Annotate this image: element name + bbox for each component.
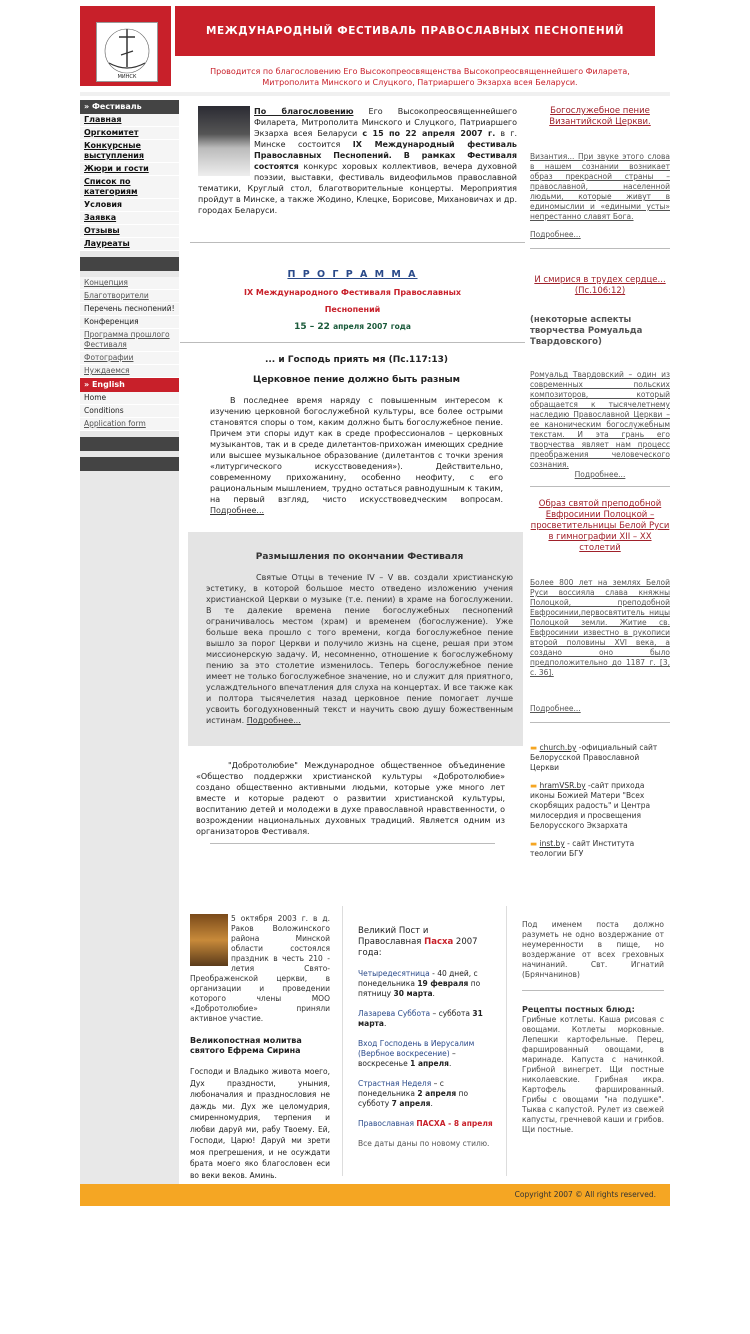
sidebar-item-competition[interactable]: Конкурсные выступления	[80, 140, 179, 163]
sidebar-item-application[interactable]: Заявка	[80, 212, 179, 225]
lent-title: Великий Пост и Православная Пасха 2007 года:	[358, 926, 478, 958]
festival-banner: МЕЖДУНАРОДНЫЙ ФЕСТИВАЛЬ ПРАВОСЛАВНЫХ ПЕСНОПЕНИЙ	[175, 6, 655, 56]
sidebar-item-en-conditions[interactable]: Conditions	[80, 405, 179, 418]
sidebar-item-home[interactable]: Главная	[80, 114, 179, 127]
sidebar-item-benefactors[interactable]: Благотворители	[80, 290, 179, 303]
page	[80, 6, 670, 1204]
reflections-title: Размышления по окончании Фестиваля	[255, 552, 464, 562]
link-church-by[interactable]: church.by	[539, 743, 577, 752]
header-divider	[80, 92, 670, 96]
bullet-icon: ▬	[530, 839, 538, 848]
logo[interactable]	[80, 6, 171, 86]
sidebar-item-categories[interactable]: Список по категориям	[80, 176, 179, 199]
right-link-item: ▬ inst.by - сайт Института теологии БГУ	[530, 839, 635, 858]
right-link-euphrosyne[interactable]: Образ святой преподобной Евфросинии Полоцкой – просветительницы Белой Руси в гимнографии XII – XX столетий	[530, 499, 670, 553]
sidebar-item-orgcommittee[interactable]: Оргкомитет	[80, 127, 179, 140]
recipes-title: Рецепты постных блюд:	[522, 1005, 635, 1014]
article-body: В последнее время наряду с повышенным интересом к изучению церковной богослужебной культуры, все более острыми становятся споры о том, каким должно быть богослужебное пение. Причем эти споры идут как в среде профессионалов – церковных музыкантов, так и в среде дилетантов-прихожан имеющих средние или высшее музыкальное образование (дилетантов с точки зрения «литургического искусствоведения»). Действительно, современному прихожанину, особенно неофиту, с его рациональным мышлением, трудно остаться равнодушным к таким, на первый взгляд, чисто искусствоведческим вопросам.	[210, 396, 503, 504]
sidebar-item-hymns[interactable]: Перечень песнопений!	[80, 303, 179, 316]
prayer-title: Великопостная молитва святого Ефрема Сирина	[190, 1036, 302, 1055]
logo-text: МИНСК	[117, 74, 137, 80]
news-photo	[190, 914, 228, 966]
recipes-text: Грибные котлеты. Каша рисовая с овощами. Котлеты морковные. Лепешки картофельные. Перец, фаршированный овощами, в маринаде. Капуста с начинкой. Грибной винегрет. Щи постные николаевские. Грибная икра. Картофель фаршированный. Грибы с овощами "на подушке". Тыква с капустой. Рулет из свежей капусты, гречневой каши и грибов. Щи постные.	[522, 1015, 664, 1134]
program-line2: Песнопений	[324, 305, 381, 314]
lent-item: Страстная Неделя – с понедельника 2 апреля по субботу 7 апреля.	[358, 1079, 469, 1108]
article-epigraph: ... и Господь приять мя (Пс.117:13)	[264, 355, 449, 365]
reflections-box	[188, 532, 523, 746]
sidebar-item-needs[interactable]: Нуждаемся	[80, 365, 179, 378]
bullet-icon: ▬	[530, 743, 538, 752]
dobrotolubie-body: Международное общественное объединение «Общество поддержки христианской культуры «Добротолюбие» создано общественно активными людьми, которые уже много лет вместе и которые радеют о развитии христианской культуры, воспитанию детей и молодежи в духе православной нравственности, о возрождении национальных духовных традиций. Является одним из организаторов Фестиваля.	[196, 761, 505, 836]
sidebar-item-reviews[interactable]: Отзывы	[80, 225, 179, 238]
program-block	[180, 269, 525, 332]
right-more-3[interactable]: Подробнее...	[530, 704, 581, 713]
program-dates: 15 – 22 апреля 2007 года	[294, 322, 411, 332]
sidebar-divider	[80, 257, 179, 271]
lent-item: Вход Господень в Иерусалим (Вербное воскресение) – воскресенье 1 апреля.	[358, 1039, 475, 1068]
right-column	[530, 100, 670, 859]
sidebar-item-photos[interactable]: Фотографии	[80, 352, 179, 365]
right-more-1[interactable]: Подробнее...	[530, 230, 581, 239]
right-text-byzantine[interactable]: Византия... При звуке этого слова в нашем сознании возникает образ прекрасной страны – православной, населенной людьми, которые живут в единомыслии и «едиными усты» непрестанно славят Бога.	[530, 152, 670, 221]
right-link-byzantine[interactable]: Богослужебное пение Византийской Церкви.	[549, 106, 651, 127]
bottom-col-news	[190, 914, 330, 1181]
intro-blessing-link[interactable]: По благословению	[254, 107, 354, 116]
right-text-twardowski[interactable]: Ромуальд Твардовский – один из современных польских композиторов, который обращается к тысячелетнему наследию Православной Церкви – ее каноническим богослужебным текстам. И эта грань его творчества являет нам процесс преображения человеческого сознания.	[530, 370, 670, 469]
bottom-divider-2	[506, 906, 507, 1176]
sidebar-item-conditions[interactable]: Условия	[80, 199, 179, 212]
program-line1: IX Международного Фестиваля Православных	[244, 288, 461, 297]
dobrotolubie-name: "Добротолюбие"	[228, 761, 298, 770]
right-links-list	[530, 743, 670, 859]
lent-item: Лазарева Суббота – суббота 31 марта.	[358, 1009, 483, 1028]
link-inst-by[interactable]: inst.by	[539, 839, 565, 848]
pascha-line: Православная ПАСХА - 8 апреля	[358, 1119, 493, 1128]
bottom-col-fast	[522, 920, 664, 1135]
main-content	[180, 100, 525, 844]
intro-block	[180, 100, 525, 216]
sidebar	[80, 100, 179, 1190]
sidebar-item-past-program[interactable]: Программа прошлого Фестиваля	[80, 329, 179, 352]
sidebar-item-concept[interactable]: Концепция	[80, 277, 179, 290]
bottom-col-lent	[358, 926, 494, 1149]
right-subtitle-twardowski: (некоторые аспекты творчества Ромуальда Твардовского)	[530, 315, 643, 347]
fast-quote: Под именем поста должно разуметь не одно воздержание от неумеренности в пище, но воздержание от всех греховных начинаний. Свт. Игнатий (Брянчанинов)	[522, 920, 664, 979]
dates-note: Все даты даны по новому стилю.	[358, 1139, 490, 1148]
program-title[interactable]: П Р О Г Р А М М А	[287, 269, 418, 280]
right-link-item: ▬ church.by -официальный сайт Белорусской Православной Церкви	[530, 743, 658, 772]
sidebar-section-english: » English	[80, 378, 179, 392]
link-hramvsr-by[interactable]: hramVSR.by	[539, 781, 586, 790]
footer	[80, 1184, 670, 1206]
logo-emblem	[96, 22, 158, 82]
copyright: Copyright 2007 © All rights reserved.	[514, 1190, 656, 1199]
metropolitan-photo	[198, 106, 250, 176]
right-link-item: ▬ hramVSR.by -сайт прихода иконы Божией Матери "Всех скорбящих радость" и Центра милосердия и просвещения Белорусского Экзархата	[530, 781, 651, 830]
sidebar-item-conference[interactable]: Конференция	[80, 316, 179, 329]
article-title: Церковное пение должно быть разным	[252, 375, 461, 385]
bullet-icon: ▬	[530, 781, 538, 790]
bottom-divider-1	[342, 906, 343, 1176]
dobrotolubie-block	[196, 760, 505, 837]
article-singing	[180, 355, 525, 516]
prayer-text: Господи и Владыко живота моего, Дух праздности, уныния, любоначалия и празднословия не даждь ми. Дух же целомудрия, смиренномудрия, терпения и любви даруй ми, рабу Твоему. Ей, Господи, Царю! Даруй ми зрети моя прегрешения, и не осуждати брата моего яко благословен еси во веки веков. Аминь.	[190, 1067, 330, 1180]
sidebar-item-laureates[interactable]: Лауреаты	[80, 238, 179, 251]
reflections-body: Святые Отцы в течение IV – V вв. создали христианскую эстетику, в которой большое место отведено изложению учения христианской Церкви о музыке (т.е. пении) в храме на богослужении. В те далекие времена пение богослужебных песнопений ограничивалось местом (храм) и временем (богослужение). Уже больше века прошло с того времени, когда богослужебное пение вышло за порог Церкви и получило жизнь на сцене, решая при этом миссионерскую задачу. И, несомненно, отношение к богослужебному пению за это столетие изменилось. Теперь богослужебное пение имеет не только богослужебное значение, но и служит для приятного, услаждтельного впечатления для слуха на концертах. И все также как и полтора тысячелетия назад церковное пение помогает лучше усвоить богодухновенный текст и научить свою душу божественным истинам.	[206, 573, 513, 725]
sidebar-item-en-home[interactable]: Home	[80, 392, 179, 405]
right-text-euphrosyne[interactable]: Более 800 лет на землях Белой Руси воссияла слава княжны Полоцкой, преподобной Евфросинии,первосвятитель ницы Полоцкой земли. Житие св. Евфросинии известно в рукописи второй половины XVI века, а создано оно было предположительно до 1187 г. [3, с. 36].	[530, 578, 670, 677]
news-text: 5 октября 2003 г. в д. Раков Воложинского района Минской области состоялся праздник в честь 210 - летия Свято-Преображенской церкви, в организации и проведении которого члены МОО «Добротолюбие» приняли активное участие.	[190, 914, 330, 1023]
right-link-humility[interactable]: И смирися в трудех сердце... (Пс.106:12)	[534, 275, 666, 296]
reflections-more-link[interactable]: Подробнее...	[246, 716, 301, 725]
right-more-2[interactable]: Подробнее...	[574, 470, 626, 479]
sidebar-item-en-application[interactable]: Application form	[80, 418, 179, 431]
intro-text: По благословению Его Высокопреосвященнейшего Филарета, Митрополита Минского и Слуцкого, Патриаршего Экзарха всея Беларуси с 15 по 22 апреля 2007 г. в г. Минске состоится IX Международный фестиваль Православных Песнопений. В рамках Фестиваля состоятся конкурс хоровых коллективов, вечера духовной поэзии, выставки, фестиваль видеофильмов православной тематики, Круглый стол, благотворительные концерты. Мероприятия пройдут в Минске, а также Жодино, Клецке, Борисове, Михановичах и др. городах Беларуси.	[198, 107, 517, 215]
lent-item: Четыредесятница - 40 дней, с понедельника 19 февраля по пятницу 30 марта.	[358, 969, 481, 998]
sidebar-section-festival: » Фестиваль	[80, 100, 179, 114]
blessing-text: Проводится по благословению Его Высокопреосвященства Высокопреосвященнейшего Филарета, Митрополита Минского и Слуцкого, Патриаршего Экзарха всея Беларуси.	[210, 67, 630, 87]
article-more-link[interactable]: Подробнее...	[210, 506, 265, 515]
sidebar-item-jury[interactable]: Жюри и гости	[80, 163, 179, 176]
